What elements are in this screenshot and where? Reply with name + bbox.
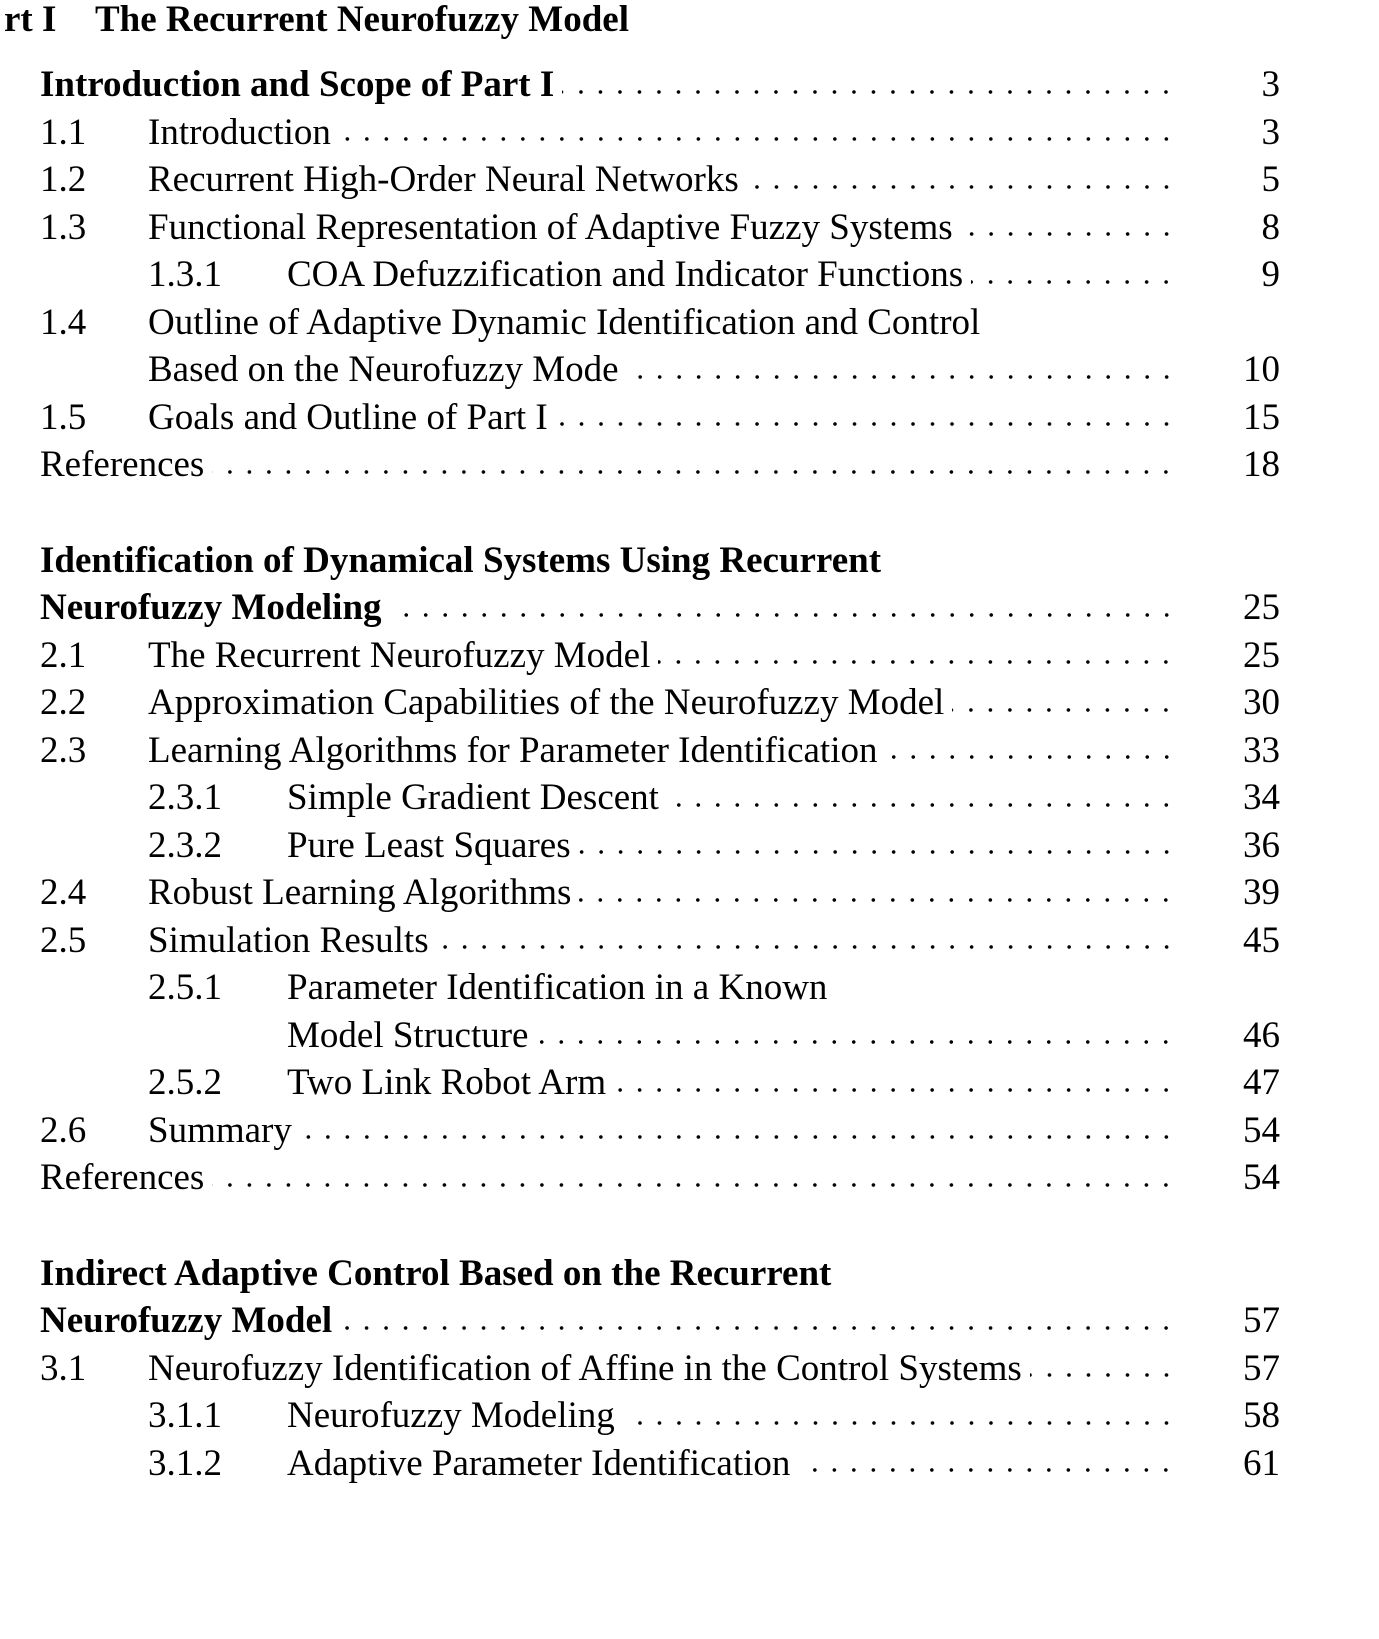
entry-title: Recurrent High-Order Neural Networks [148, 159, 739, 200]
references-row[interactable] [40, 441, 1280, 489]
entry-title: COA Defuzzification and Indicator Functions [287, 254, 964, 295]
leader-dots [952, 706, 1176, 714]
toc-entry[interactable] [40, 251, 1280, 299]
leader-dots [886, 753, 1177, 761]
section-number: 2.4 [40, 872, 87, 913]
page-number: 15 [1243, 396, 1280, 438]
page-number: 57 [1243, 1347, 1280, 1389]
section-number: 2.2 [40, 682, 87, 723]
chapter-block [40, 61, 1280, 489]
entry-title: Neurofuzzy Model [40, 1300, 333, 1341]
leader-dots [579, 848, 1176, 856]
leader-dots [437, 943, 1176, 951]
entry-title: Adaptive Parameter Identification [287, 1442, 791, 1484]
entry-title: Neurofuzzy Modeling [287, 1395, 615, 1436]
page-number: 45 [1243, 919, 1280, 961]
toc-entry[interactable] [40, 917, 1280, 965]
leader-dots [627, 373, 1176, 381]
page-number: 39 [1243, 872, 1280, 913]
page-number: 30 [1243, 682, 1280, 723]
table-of-contents [40, 61, 1280, 1535]
entry-title: Simulation Results [148, 919, 429, 961]
toc-entry[interactable] [40, 727, 1280, 775]
leader-dots [300, 1133, 1176, 1141]
page-number: 25 [1243, 587, 1280, 628]
toc-entry[interactable] [40, 204, 1280, 252]
leader-dots [212, 1181, 1176, 1189]
page-number: 33 [1243, 729, 1280, 771]
leader-dots [390, 611, 1176, 619]
page-number: 34 [1243, 777, 1280, 818]
toc-entry[interactable] [40, 1059, 1280, 1107]
entry-title: Learning Algorithms for Parameter Identification [148, 729, 878, 771]
leader-dots [556, 420, 1176, 428]
toc-entry[interactable] [40, 1392, 1280, 1440]
page-number: 18 [1243, 444, 1280, 485]
entry-title: Two Link Robot Arm [287, 1062, 607, 1103]
page-number: 36 [1243, 824, 1280, 866]
page-number: 54 [1243, 1109, 1280, 1151]
section-number: 3.1 [40, 1347, 87, 1389]
leader-dots [747, 183, 1176, 191]
leader-dots [536, 1038, 1176, 1046]
toc-entry[interactable] [40, 299, 1280, 347]
section-number: 3.1.1 [148, 1395, 222, 1436]
page-number: 9 [1261, 254, 1280, 295]
page-number: 46 [1243, 1014, 1280, 1056]
chapter-title-row[interactable] [40, 61, 1280, 109]
section-number: 1.5 [40, 396, 87, 438]
leader-dots [562, 88, 1176, 96]
toc-entry[interactable] [40, 632, 1280, 680]
leader-dots [579, 896, 1176, 904]
toc-entry[interactable] [40, 394, 1280, 442]
entry-title: Indirect Adaptive Control Based on the Recurrent [40, 1252, 832, 1294]
entry-title: Goals and Outline of Part I [148, 396, 548, 438]
page-number: 3 [1261, 64, 1280, 105]
page-number: 54 [1243, 1157, 1280, 1198]
toc-entry[interactable] [40, 679, 1280, 727]
page-number: 61 [1243, 1442, 1280, 1484]
page-number: 10 [1243, 349, 1280, 390]
section-number: 2.5.2 [148, 1062, 222, 1103]
page-number: 58 [1243, 1395, 1280, 1436]
section-number: 2.5.1 [148, 967, 222, 1008]
section-number: 1.4 [40, 301, 87, 343]
section-number: 2.3 [40, 729, 87, 771]
page-number: 3 [1261, 111, 1280, 153]
toc-entry[interactable] [40, 109, 1280, 157]
entry-title: Model Structure [287, 1014, 529, 1056]
leader-dots [212, 468, 1176, 476]
entry-title: Summary [148, 1109, 292, 1151]
toc-entry[interactable] [40, 1012, 1280, 1060]
part-title [4, 0, 629, 40]
leader-dots [1030, 1371, 1176, 1379]
entry-title: Neurofuzzy Modeling [40, 587, 382, 628]
section-number: 2.6 [40, 1109, 87, 1151]
chapter-title-row[interactable] [40, 1297, 1280, 1345]
leader-dots [667, 801, 1176, 809]
section-number: 1.1 [40, 111, 87, 153]
entry-title: Simple Gradient Descent [287, 777, 659, 818]
leader-dots [798, 1466, 1176, 1474]
chapter-block [40, 537, 1280, 1202]
toc-entry[interactable] [40, 822, 1280, 870]
toc-entry[interactable] [40, 1440, 1280, 1488]
section-number: 3.1.2 [148, 1442, 222, 1484]
toc-entry[interactable] [40, 1345, 1280, 1393]
toc-entry[interactable] [40, 774, 1280, 822]
entry-title: Identification of Dynamical Systems Using Recurrent [40, 539, 882, 581]
entry-title: Robust Learning Algorithms [148, 872, 572, 913]
entry-title: References [40, 444, 205, 485]
chapter-title-row[interactable] [40, 537, 1280, 585]
part-label: rt I [4, 0, 57, 40]
page-number: 8 [1261, 206, 1280, 248]
section-number: 1.2 [40, 159, 87, 200]
references-row[interactable] [40, 1154, 1280, 1202]
section-number: 2.3.1 [148, 777, 222, 818]
section-number: 2.5 [40, 919, 87, 961]
part-name: The Recurrent Neurofuzzy Model [95, 0, 629, 40]
leader-dots [658, 658, 1176, 666]
entry-title: Parameter Identification in a Known [287, 967, 828, 1008]
leader-dots [340, 1324, 1176, 1332]
entry-title: Functional Representation of Adaptive Fuzzy Systems [148, 206, 953, 248]
leader-dots [339, 135, 1176, 143]
leader-dots [614, 1086, 1176, 1094]
entry-title: Approximation Capabilities of the Neurofuzzy Model [148, 682, 945, 723]
toc-entry[interactable] [40, 346, 1280, 394]
entry-title: Introduction and Scope of Part I [40, 64, 555, 105]
chapter-block [40, 1250, 1280, 1488]
entry-title: The Recurrent Neurofuzzy Model [148, 634, 651, 676]
entry-title: Introduction [148, 111, 331, 153]
entry-title: Outline of Adaptive Dynamic Identification and Control [148, 301, 981, 343]
section-number: 2.3.2 [148, 824, 222, 866]
toc-entry[interactable] [40, 869, 1280, 917]
entry-title: References [40, 1157, 205, 1198]
toc-entry[interactable] [40, 964, 1280, 1012]
section-number: 2.1 [40, 634, 87, 676]
chapter-title-row[interactable] [40, 584, 1280, 632]
chapter-title-row[interactable] [40, 1250, 1280, 1298]
page-number: 25 [1243, 634, 1280, 676]
section-number: 1.3 [40, 206, 87, 248]
entry-title: Pure Least Squares [287, 824, 571, 866]
page-number: 57 [1243, 1300, 1280, 1341]
toc-entry[interactable] [40, 1107, 1280, 1155]
leader-dots [961, 230, 1176, 238]
leader-dots [971, 278, 1176, 286]
page-number: 47 [1243, 1062, 1280, 1103]
section-number: 1.3.1 [148, 254, 222, 295]
entry-title: Neurofuzzy Identification of Affine in the Control Systems [148, 1347, 1022, 1389]
entry-title: Based on the Neurofuzzy Mode [148, 349, 619, 390]
page-number: 5 [1261, 159, 1280, 200]
toc-entry[interactable] [40, 156, 1280, 204]
leader-dots [623, 1419, 1176, 1427]
